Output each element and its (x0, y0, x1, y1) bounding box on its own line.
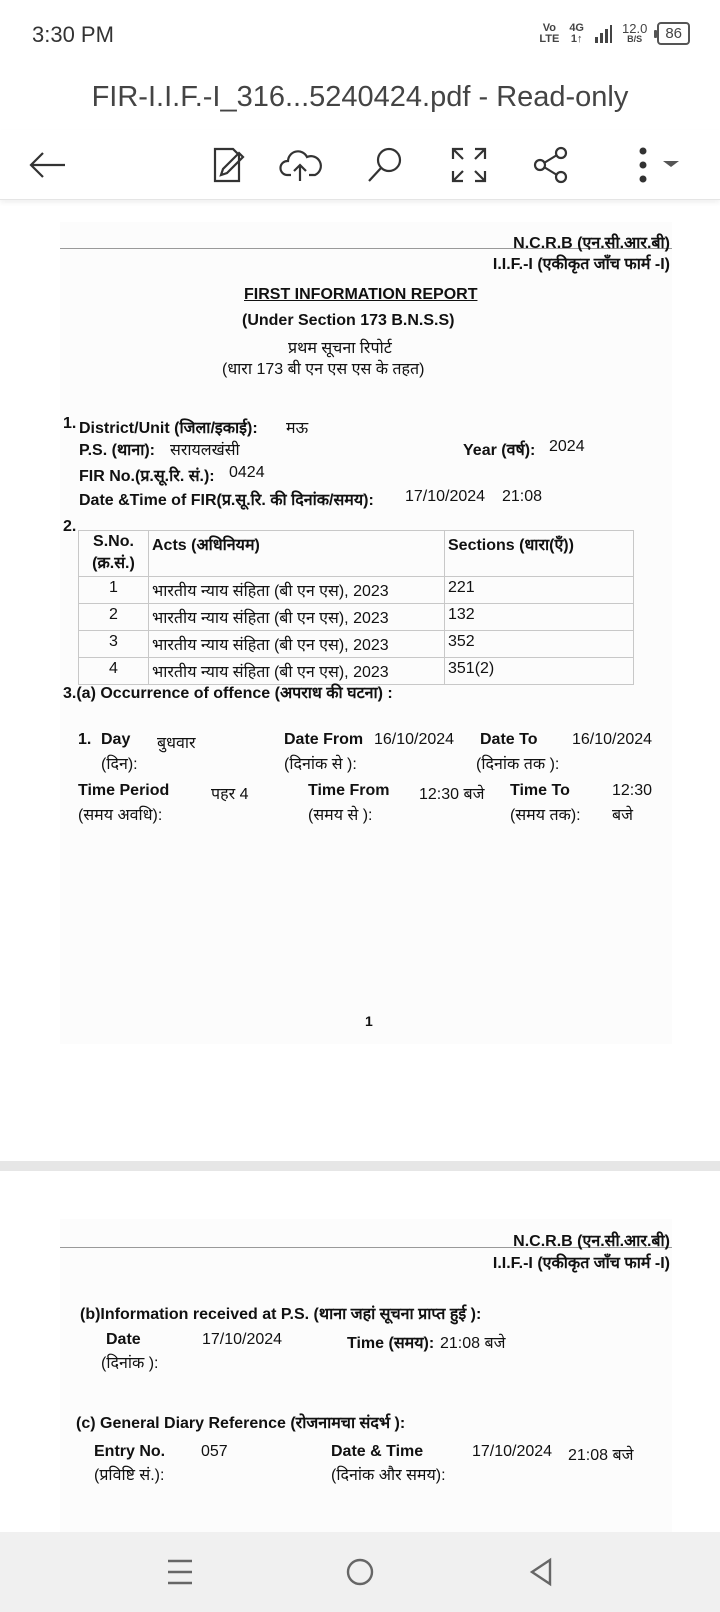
volte-bottom: LTE (539, 32, 560, 45)
date-from-label-hi: (दिनांक से ): (284, 756, 357, 773)
day-value: बुधवार (157, 735, 196, 752)
header-sections: Sections (धारा(एँ)) (445, 531, 634, 577)
volte-indicator (539, 23, 559, 45)
more-button[interactable] (624, 140, 694, 190)
district-value: मऊ (286, 420, 309, 437)
row-act: भारतीय न्याय संहिता (बी एन एस), 2023 (149, 631, 445, 658)
date-from-label: Date From (284, 731, 364, 748)
signal-icon (594, 25, 612, 43)
date-to-label: Date To (480, 731, 538, 748)
pdf-page-1 (0, 206, 720, 1161)
received-time-value: 21:08 बजे (440, 1335, 506, 1352)
search-button[interactable] (360, 140, 410, 190)
ps-value: सरायलखंसी (170, 442, 240, 459)
time-to-label: Time To (510, 782, 570, 799)
fir-datetime-label: Date &Time of FIR(प्र.सू.रि. की दिनांक/समय): (79, 492, 374, 509)
iif-label-2: I.I.F.-I (एकीकृत जाँच फार्म -I) (492, 1255, 670, 1272)
gd-time-value: 21:08 बजे (568, 1447, 634, 1464)
battery-icon: 86 (657, 22, 690, 45)
row-section: 352 (445, 631, 634, 658)
header-sno-hi: (क्र.सं.) (92, 555, 135, 572)
pdf-viewer[interactable] (0, 206, 720, 1532)
general-diary-label: (c) General Diary Reference (रोजनामचा संदर्भ ): (76, 1415, 406, 1432)
time-from-label-hi: (समय से ): (308, 807, 373, 824)
hindi-title: प्रथम सूचना रिपोर्ट (288, 340, 392, 357)
document-title: FIR-I.I.F.-I_316...5240424.pdf - Read-only (91, 81, 629, 113)
occurrence-item-number: 1. (78, 731, 92, 748)
time-period-label-hi: (समय अवधि): (78, 807, 163, 824)
recents-icon (164, 1557, 196, 1587)
edit-icon (207, 145, 247, 185)
row-sno: 1 (79, 577, 149, 604)
entry-no-value: 057 (201, 1443, 228, 1460)
row-sno: 2 (79, 604, 149, 631)
row-act: भारतीय न्याय संहिता (बी एन एस), 2023 (149, 604, 445, 631)
entry-no-label: Entry No. (94, 1443, 166, 1460)
time-period-label: Time Period (78, 782, 170, 799)
time-to-value-suffix: बजे (612, 807, 634, 824)
back-button[interactable] (22, 140, 72, 190)
item-1-number: 1. (63, 415, 77, 432)
page-separator (0, 1161, 720, 1171)
fullscreen-button[interactable] (444, 140, 494, 190)
day-label-hi: (दिन): (101, 756, 138, 773)
fir-label: FIR No.(प्र.सू.रि. सं.): (79, 468, 215, 485)
year-label: Year (वर्ष): (463, 442, 536, 459)
time-from-label: Time From (308, 782, 390, 799)
row-act: भारतीय न्याय संहिता (बी एन एस), 2023 (149, 658, 445, 685)
cloud-upload-button[interactable] (276, 140, 326, 190)
item-2-number: 2. (63, 518, 77, 535)
home-icon (344, 1556, 376, 1588)
gd-date-value: 17/10/2024 (472, 1443, 553, 1460)
row-sno: 3 (79, 631, 149, 658)
row-sno: 4 (79, 658, 149, 685)
status-time: 3:30 PM (32, 22, 114, 47)
year-value: 2024 (549, 438, 585, 455)
search-icon (365, 145, 405, 185)
fir-date-value: 17/10/2024 (405, 488, 486, 505)
received-time-label: Time (समय): (347, 1335, 435, 1352)
report-title: FIRST INFORMATION REPORT (244, 286, 478, 303)
more-icon (631, 145, 687, 185)
edit-button[interactable] (202, 140, 252, 190)
share-icon (531, 145, 571, 185)
received-date-value: 17/10/2024 (202, 1331, 283, 1348)
table-row (79, 604, 634, 631)
network-gen-label: 4G (569, 21, 584, 34)
row-section: 351(2) (445, 658, 634, 685)
pdf-page-2 (0, 1171, 720, 1532)
date-to-label-hi: (दिनांक तक ): (476, 756, 560, 773)
hindi-section: (धारा 173 बी एन एस एस के तहत) (222, 361, 425, 378)
header-sno-text: S.No. (93, 533, 134, 550)
day-label: Day (101, 731, 131, 748)
back-nav-icon (524, 1556, 556, 1588)
acts-table-header (79, 531, 634, 577)
table-row (79, 577, 634, 604)
time-to-value: 12:30 (612, 782, 653, 799)
ncrb-label: N.C.R.B (एन.सी.आर.बी) (513, 235, 670, 252)
row-section: 132 (445, 604, 634, 631)
header-acts: Acts (अधिनियम) (149, 531, 445, 577)
home-button[interactable] (338, 1552, 382, 1592)
under-section: (Under Section 173 B.N.S.S) (242, 312, 455, 329)
acts-table (78, 530, 634, 685)
gd-datetime-label-hi: (दिनांक और समय): (331, 1467, 446, 1484)
share-button[interactable] (526, 140, 576, 190)
volte-top: Vo (542, 21, 556, 34)
entry-no-label-hi: (प्रविष्टि सं.): (94, 1467, 165, 1484)
table-row (79, 631, 634, 658)
network-gen-sub: 1↑ (570, 32, 583, 45)
status-bar (0, 0, 720, 72)
back-icon (27, 150, 67, 180)
gd-datetime-label: Date & Time (331, 1443, 424, 1460)
page-number: 1 (365, 1013, 373, 1029)
time-period-value: पहर 4 (211, 786, 249, 803)
ncrb-label-2: N.C.R.B (एन.सी.आर.बी) (513, 1233, 670, 1250)
ps-label: P.S. (थाना): (79, 442, 155, 459)
data-speed-value: 12.0 (622, 20, 648, 36)
occurrence-label: 3.(a) Occurrence of offence (अपराध की घटना) : (63, 685, 393, 702)
recents-button[interactable] (158, 1552, 202, 1592)
time-to-label-hi: (समय तक): (510, 807, 581, 824)
date-to-value: 16/10/2024 (572, 731, 653, 748)
time-from-value: 12:30 बजे (419, 786, 485, 803)
system-nav-bar (0, 1532, 720, 1612)
data-speed (622, 20, 648, 45)
info-received-label: (b)Information received at P.S. (थाना जहां सूचना प्राप्त हुई ): (80, 1306, 482, 1323)
back-nav-button[interactable] (518, 1552, 562, 1592)
data-speed-unit: B/S (627, 33, 643, 44)
received-date-label: Date (106, 1331, 141, 1348)
header-sno (79, 531, 149, 577)
fullscreen-icon (449, 145, 489, 185)
iif-label: I.I.F.-I (एकीकृत जाँच फार्म -I) (492, 256, 670, 273)
fir-value: 0424 (229, 464, 265, 481)
row-section: 221 (445, 577, 634, 604)
cloud-upload-icon (279, 145, 323, 185)
district-label: District/Unit (जिला/इकाई): (79, 420, 258, 437)
date-from-value: 16/10/2024 (374, 731, 455, 748)
fir-time-value: 21:08 (502, 488, 543, 505)
row-act: भारतीय न्याय संहिता (बी एन एस), 2023 (149, 577, 445, 604)
status-icons (539, 22, 690, 45)
network-gen (569, 23, 584, 45)
toolbar (0, 130, 720, 200)
received-date-label-hi: (दिनांक ): (101, 1355, 159, 1372)
